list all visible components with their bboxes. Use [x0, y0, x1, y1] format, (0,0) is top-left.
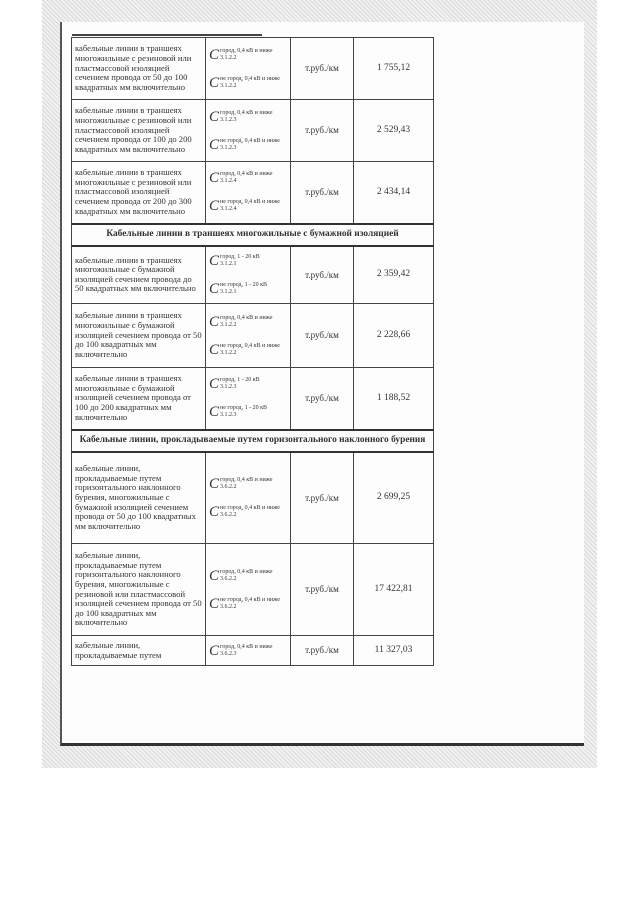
symbol-letter-c: C	[209, 503, 220, 520]
tariff-table	[71, 37, 434, 666]
table-row	[72, 368, 434, 430]
rate-symbol	[209, 171, 287, 185]
symbol-letter-c: C	[209, 252, 220, 269]
value-cell: 2 359,42	[354, 246, 434, 304]
rate-symbol	[209, 48, 287, 62]
symbol-subscript-category: не город, 1 - 20 кВ	[220, 405, 267, 412]
section-title: Кабельные линии, прокладываемые путем горизонтального наклонного бурения	[72, 430, 434, 452]
value-cell: 1 755,12	[354, 38, 434, 100]
row-description: кабельные линии, прокладываемые путем горизонтального наклонного бурения, многожильные с резиновой или пластмассовой изоляцией сечением провода от 50 до 100 квадратных мм включительно	[72, 544, 206, 636]
symbol-subscript-category: город, 0,4 кВ и ниже	[220, 314, 273, 321]
rate-symbol-cell	[206, 636, 291, 666]
symbol-subscript-category: не город, 0,4 кВ и ниже	[220, 596, 280, 603]
rate-symbol	[209, 138, 287, 152]
value-cell: 17 422,81	[354, 544, 434, 636]
rate-symbol-cell	[206, 246, 291, 304]
symbol-subscript-category: не город, 0,4 кВ и ниже	[220, 75, 280, 82]
symbol-subscript-code: 3.1.2.3	[220, 144, 237, 151]
symbol-subscript-category: не город, 0,4 кВ и ниже	[220, 137, 280, 144]
rate-symbol	[209, 644, 287, 658]
symbol-subscript-category: не город, 0,4 кВ и ниже	[220, 504, 280, 511]
symbol-subscript-category: не город, 0,4 кВ и ниже	[220, 342, 280, 349]
rate-symbol	[209, 76, 287, 90]
symbol-letter-c: C	[209, 136, 220, 153]
symbol-subscript	[220, 76, 280, 90]
symbol-subscript-code: 3.1.2.3	[220, 384, 237, 391]
unit-cell: т.руб./км	[291, 368, 354, 430]
row-description: кабельные линии в траншеях многожильные с бумажной изоляцией сечением провода от 50 до 100 квадратных мм включительно	[72, 304, 206, 368]
rate-symbol	[209, 282, 287, 296]
symbol-subscript-category: город, 0,4 кВ и ниже	[220, 47, 273, 54]
row-description: кабельные линии, прокладываемые путем	[72, 636, 206, 666]
rate-symbol	[209, 505, 287, 519]
unit-cell: т.руб./км	[291, 304, 354, 368]
symbol-letter-c: C	[209, 170, 220, 187]
table-row	[72, 100, 434, 162]
symbol-subscript	[220, 569, 272, 583]
symbol-subscript-category: город, 1 - 20 кВ	[220, 253, 260, 260]
row-description: кабельные линии в траншеях многожильные с бумажной изоляцией сечением провода от 100 до 200 квадратных мм включительно	[72, 368, 206, 430]
symbol-subscript-category: город, 1 - 20 кВ	[220, 377, 260, 384]
symbol-subscript-category: город, 0,4 кВ и ниже	[220, 643, 273, 650]
table-row	[72, 636, 434, 666]
rate-symbol	[209, 254, 287, 268]
symbol-subscript-code: 3.1.2.2	[220, 82, 237, 89]
unit-cell: т.руб./км	[291, 38, 354, 100]
symbol-subscript-category: не город, 1 - 20 кВ	[220, 281, 267, 288]
rate-symbol	[209, 477, 287, 491]
symbol-subscript	[220, 505, 280, 519]
rate-symbol	[209, 199, 287, 213]
symbol-subscript-code: 3.1.2.1	[220, 260, 237, 267]
symbol-subscript-code: 3.1.2.3	[220, 116, 237, 123]
symbol-subscript	[220, 110, 272, 124]
symbol-subscript-code: 3.1.2.4	[220, 206, 237, 213]
symbol-subscript-code: 3.1.2.1	[220, 288, 237, 295]
symbol-subscript	[220, 48, 272, 62]
row-description: кабельные линии в траншеях многожильные с бумажной изоляцией сечением провода до 50 квадратных мм включительно	[72, 246, 206, 304]
value-cell: 2 529,43	[354, 100, 434, 162]
symbol-subscript-category: город, 0,4 кВ и ниже	[220, 171, 273, 178]
top-rule	[72, 34, 262, 36]
unit-cell: т.руб./км	[291, 100, 354, 162]
symbol-letter-c: C	[209, 198, 220, 215]
rate-symbol-cell	[206, 100, 291, 162]
unit-cell: т.руб./км	[291, 544, 354, 636]
table-row	[72, 162, 434, 224]
symbol-letter-c: C	[209, 74, 220, 91]
table-row	[72, 246, 434, 304]
value-cell: 1 188,52	[354, 368, 434, 430]
symbol-subscript-code: 3.6.2.2	[220, 511, 237, 518]
symbol-subscript	[220, 138, 280, 152]
row-description: кабельные линии в траншеях многожильные с резиновой или пластмассовой изоляцией сечением провода от 50 до 100 квадратных мм включительно	[72, 38, 206, 100]
symbol-letter-c: C	[209, 341, 220, 358]
rate-symbol	[209, 110, 287, 124]
section-header-row	[72, 224, 434, 246]
rate-symbol-cell	[206, 544, 291, 636]
symbol-subscript	[220, 282, 267, 296]
symbol-subscript-code: 3.6.2.2	[220, 575, 237, 582]
symbol-subscript-category: город, 0,4 кВ и ниже	[220, 109, 273, 116]
unit-cell: т.руб./км	[291, 452, 354, 544]
rate-symbol	[209, 405, 287, 419]
value-cell: 2 434,14	[354, 162, 434, 224]
symbol-subscript-code: 3.1.2.2	[220, 321, 237, 328]
symbol-letter-c: C	[209, 404, 220, 421]
symbol-subscript	[220, 377, 260, 391]
symbol-letter-c: C	[209, 46, 220, 63]
rate-symbol	[209, 377, 287, 391]
symbol-subscript-code: 3.1.2.3	[220, 412, 237, 419]
symbol-letter-c: C	[209, 642, 220, 659]
symbol-subscript-category: город, 0,4 кВ и ниже	[220, 476, 273, 483]
symbol-subscript	[220, 477, 272, 491]
symbol-letter-c: C	[209, 567, 220, 584]
symbol-subscript	[220, 597, 280, 611]
symbol-subscript	[220, 315, 272, 329]
row-description: кабельные линии, прокладываемые путем горизонтального наклонного бурения, многожильные с бумажной изоляцией сечением провода от 50 до 100 квадратных мм включительно	[72, 452, 206, 544]
table-row	[72, 304, 434, 368]
symbol-subscript	[220, 171, 272, 185]
rate-symbol-cell	[206, 162, 291, 224]
symbol-subscript	[220, 343, 280, 357]
section-title: Кабельные линии в траншеях многожильные с бумажной изоляцией	[72, 224, 434, 246]
table-row	[72, 544, 434, 636]
unit-cell: т.руб./км	[291, 636, 354, 666]
symbol-subscript-code: 3.1.2.2	[220, 349, 237, 356]
rate-symbol-cell	[206, 304, 291, 368]
value-cell: 2 699,25	[354, 452, 434, 544]
table-row	[72, 452, 434, 544]
symbol-subscript	[220, 644, 272, 658]
rate-symbol-cell	[206, 452, 291, 544]
symbol-subscript-code: 3.1.2.2	[220, 54, 237, 61]
rate-symbol-cell	[206, 38, 291, 100]
rate-symbol	[209, 315, 287, 329]
symbol-subscript-code: 3.6.2.3	[220, 650, 237, 657]
symbol-letter-c: C	[209, 108, 220, 125]
symbol-subscript	[220, 199, 280, 213]
symbol-subscript-category: не город, 0,4 кВ и ниже	[220, 199, 280, 206]
rate-symbol-cell	[206, 368, 291, 430]
symbol-subscript	[220, 254, 260, 268]
symbol-letter-c: C	[209, 280, 220, 297]
table-row	[72, 38, 434, 100]
unit-cell: т.руб./км	[291, 246, 354, 304]
value-cell: 11 327,03	[354, 636, 434, 666]
section-header-row	[72, 430, 434, 452]
symbol-letter-c: C	[209, 376, 220, 393]
rate-symbol	[209, 343, 287, 357]
symbol-letter-c: C	[209, 313, 220, 330]
symbol-subscript-code: 3.6.2.2	[220, 603, 237, 610]
row-description: кабельные линии в траншеях многожильные с резиновой или пластмассовой изоляцией сечением провода от 100 до 200 квадратных мм включительно	[72, 100, 206, 162]
symbol-letter-c: C	[209, 595, 220, 612]
unit-cell: т.руб./км	[291, 162, 354, 224]
symbol-subscript-category: город, 0,4 кВ и ниже	[220, 568, 273, 575]
rate-symbol	[209, 569, 287, 583]
symbol-subscript	[220, 405, 267, 419]
value-cell: 2 228,66	[354, 304, 434, 368]
row-description: кабельные линии в траншеях многожильные с резиновой или пластмассовой изоляцией сечением провода от 200 до 300 квадратных мм включительно	[72, 162, 206, 224]
rate-symbol	[209, 597, 287, 611]
symbol-subscript-code: 3.6.2.2	[220, 483, 237, 490]
symbol-letter-c: C	[209, 475, 220, 492]
symbol-subscript-code: 3.1.2.4	[220, 178, 237, 185]
